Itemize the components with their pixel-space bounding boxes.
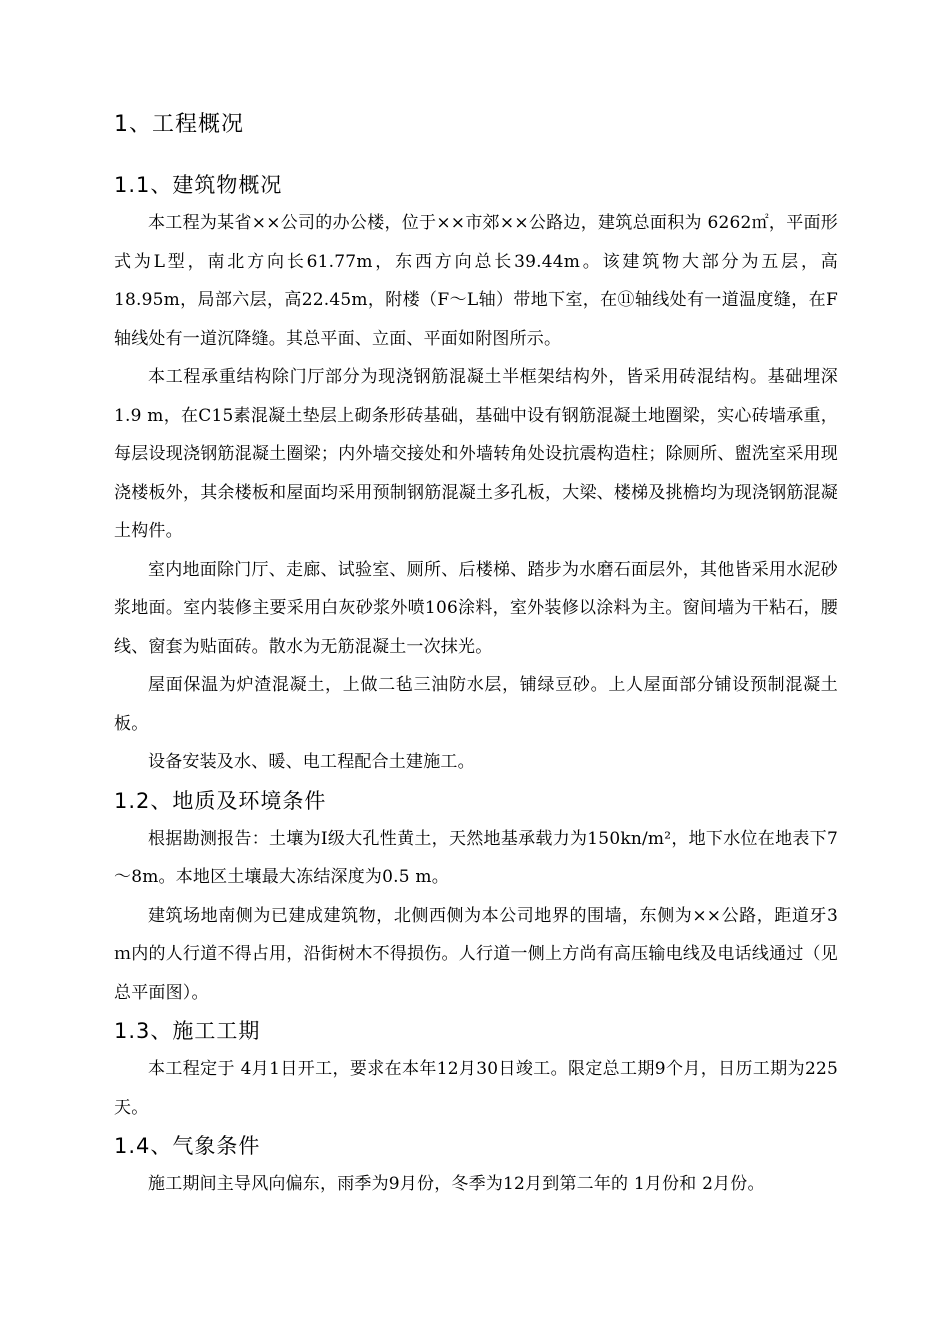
document-body [114,104,838,1204]
section-construction-period [114,1012,838,1127]
paragraph: 本工程为某省××公司的办公楼，位于××市郊××公路边，建筑总面积为 6262㎡，平面形式为L型，南北方向长61.77m，东西方向总长39.44m。该建筑物大部分为五层，高18.95m，局部六层，高22.45m，附楼（F～L轴）带地下室，在⑪轴线处有一道温度缝，在F轴线处有一道沉降缝。其总平面、立面、平面如附图所示。 [114,213,838,349]
section-building-overview [114,166,838,782]
paragraph: 施工期间主导风向偏东，雨季为9月份，冬季为12月到第二年的 1月份和 2月份。 [148,1174,765,1194]
section-heading: 1.3、施工工期 [114,1019,261,1043]
paragraph: 根据勘测报告：土壤为Ⅰ级大孔性黄土，天然地基承载力为150kn/m²，地下水位在地表下7～8m。本地区土壤最大冻结深度为0.5 m。 [114,828,838,887]
paragraph: 本工程定于 4月1日开工，要求在本年12月30日竣工。限定总工期9个月，日历工期为225天。 [114,1059,838,1118]
paragraph: 本工程承重结构除门厅部分为现浇钢筋混凝土半框架结构外，皆采用砖混结构。基础埋深1.9 m，在C15素混凝土垫层上砌条形砖基础，基础中设有钢筋混凝土地圈梁，实心砖墙承重，每层设现浇钢筋混凝土圈梁；内外墙交接处和外墙转角处设抗震构造柱；除厕所、盥洗室采用现浇楼板外，其余楼板和屋面均采用预制钢筋混凝土多孔板，大梁、楼梯及挑檐均为现浇钢筋混凝土构件。 [114,367,838,541]
section-heading: 1.1、建筑物概况 [114,173,283,197]
section-heading: 1.2、地质及环境条件 [114,788,327,813]
paragraph: 建筑场地南侧为已建成建筑物，北侧西侧为本公司地界的围墙，东侧为××公路，距道牙3ｍ内的人行道不得占用，沿街树木不得损伤。人行道一侧上方尚有高压输电线及电话线通过（见总平面图）。 [114,905,838,1003]
section-weather-conditions [114,1127,838,1204]
section-geology-environment [114,782,838,1013]
paragraph: 设备安装及水、暖、电工程配合土建施工。 [148,752,475,772]
document-title: 1、工程概况 [114,112,244,137]
paragraph: 室内地面除门厅、走廊、试验室、厕所、后楼梯、踏步为水磨石面层外，其他皆采用水泥砂浆地面。室内装修主要采用白灰砂浆外喷106涂料，室外装修以涂料为主。窗间墙为干粘石，腰线、窗套为贴面砖。散水为无筋混凝土一次抹光。 [114,559,838,657]
paragraph: 屋面保温为炉渣混凝土，上做二毡三油防水层，铺绿豆砂。上人屋面部分铺设预制混凝土板。 [114,675,838,734]
section-heading: 1.4、气象条件 [114,1134,261,1158]
